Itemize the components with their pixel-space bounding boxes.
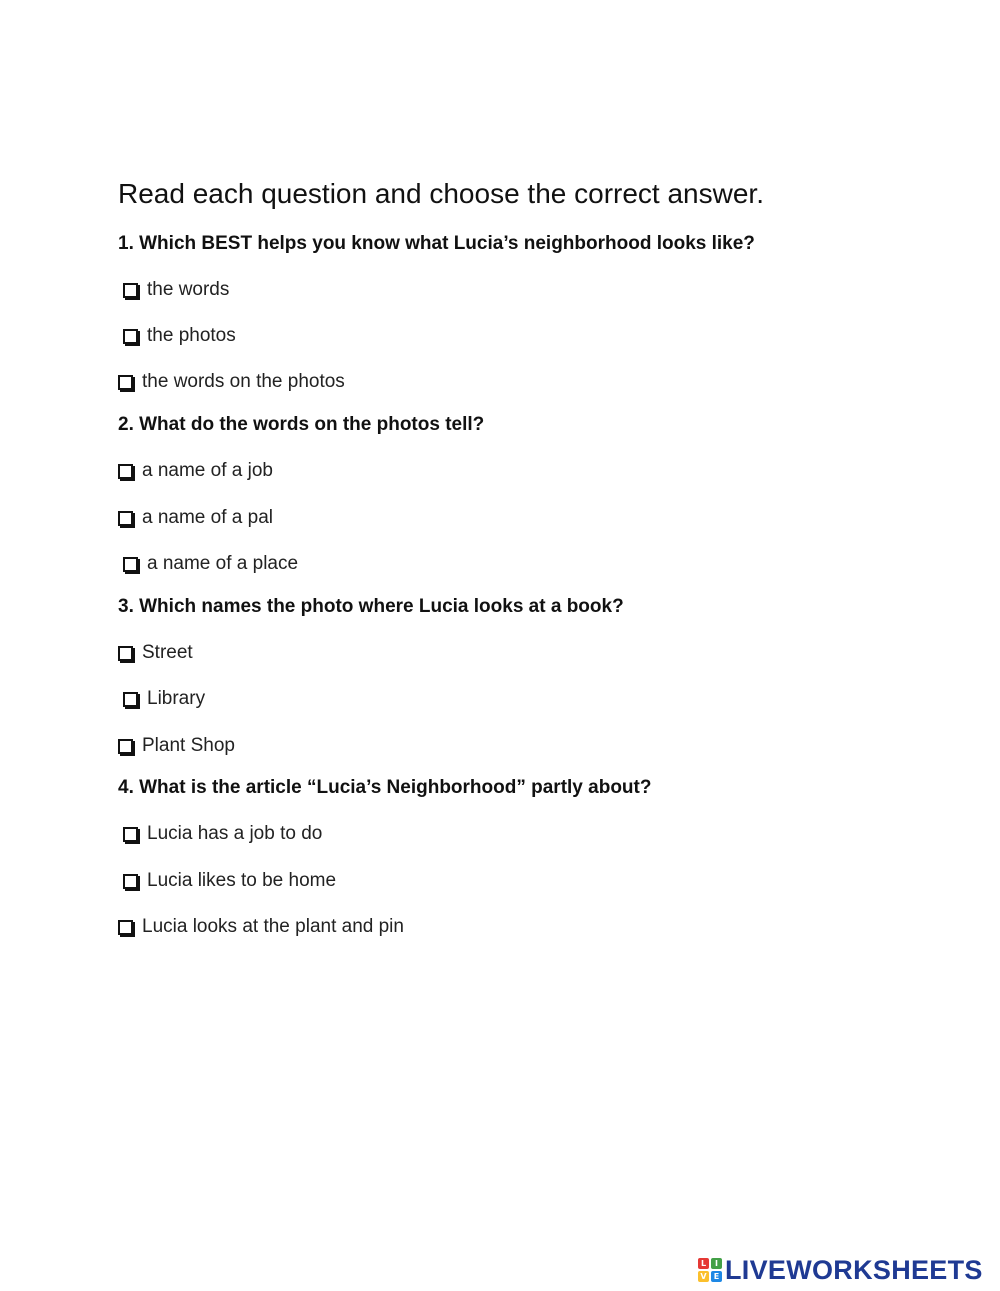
logo-letter-v: V: [698, 1271, 709, 1282]
option-q2-c[interactable]: [123, 551, 298, 577]
checkbox-icon[interactable]: [118, 464, 133, 479]
option-q1-a[interactable]: [123, 277, 229, 303]
option-label: the words: [147, 279, 230, 300]
question-2: 2. What do the words on the photos tell?: [118, 414, 485, 435]
logo-letter-e: E: [711, 1271, 722, 1282]
option-q2-b[interactable]: [118, 505, 273, 531]
checkbox-icon[interactable]: [118, 511, 133, 526]
option-q4-c[interactable]: [118, 914, 404, 940]
checkbox-icon[interactable]: [118, 646, 133, 661]
checkbox-icon[interactable]: [118, 375, 133, 390]
checkbox-icon[interactable]: [123, 283, 138, 298]
logo-text: LIVEWORKSHEETS: [725, 1254, 983, 1285]
option-q2-a[interactable]: [118, 458, 273, 484]
option-label: the photos: [147, 325, 236, 346]
option-q4-b[interactable]: [123, 868, 336, 894]
logo-icon: [698, 1258, 722, 1282]
question-3: 3. Which names the photo where Lucia looks at a book?: [118, 596, 624, 617]
option-label: Street: [142, 642, 193, 663]
option-label: Lucia has a job to do: [147, 823, 323, 844]
logo-letter-l: L: [698, 1258, 709, 1269]
option-q4-a[interactable]: [123, 821, 322, 847]
question-1: 1. Which BEST helps you know what Lucia’s neighborhood looks like?: [118, 233, 755, 254]
option-label: a name of a pal: [142, 507, 273, 528]
option-q1-b[interactable]: [123, 323, 236, 349]
option-label: a name of a job: [142, 460, 273, 481]
checkbox-icon[interactable]: [123, 827, 138, 842]
option-q3-a[interactable]: [118, 640, 193, 666]
checkbox-icon[interactable]: [118, 920, 133, 935]
option-label: Plant Shop: [142, 735, 235, 756]
liveworksheets-logo: [698, 1255, 983, 1285]
option-label: a name of a place: [147, 553, 299, 574]
option-q1-c[interactable]: [118, 369, 345, 395]
option-q3-c[interactable]: [118, 733, 235, 759]
checkbox-icon[interactable]: [123, 557, 138, 572]
option-label: Lucia looks at the plant and pin: [142, 916, 404, 937]
checkbox-icon[interactable]: [123, 329, 138, 344]
option-label: the words on the photos: [142, 371, 345, 392]
instructions-heading: Read each question and choose the correct answer.: [118, 178, 764, 209]
question-4: 4. What is the article “Lucia’s Neighborhood” partly about?: [118, 777, 652, 798]
option-label: Library: [147, 688, 206, 709]
checkbox-icon[interactable]: [123, 692, 138, 707]
checkbox-icon[interactable]: [123, 874, 138, 889]
option-q3-b[interactable]: [123, 686, 205, 712]
checkbox-icon[interactable]: [118, 739, 133, 754]
option-label: Lucia likes to be home: [147, 870, 337, 891]
logo-letter-i: I: [711, 1258, 722, 1269]
